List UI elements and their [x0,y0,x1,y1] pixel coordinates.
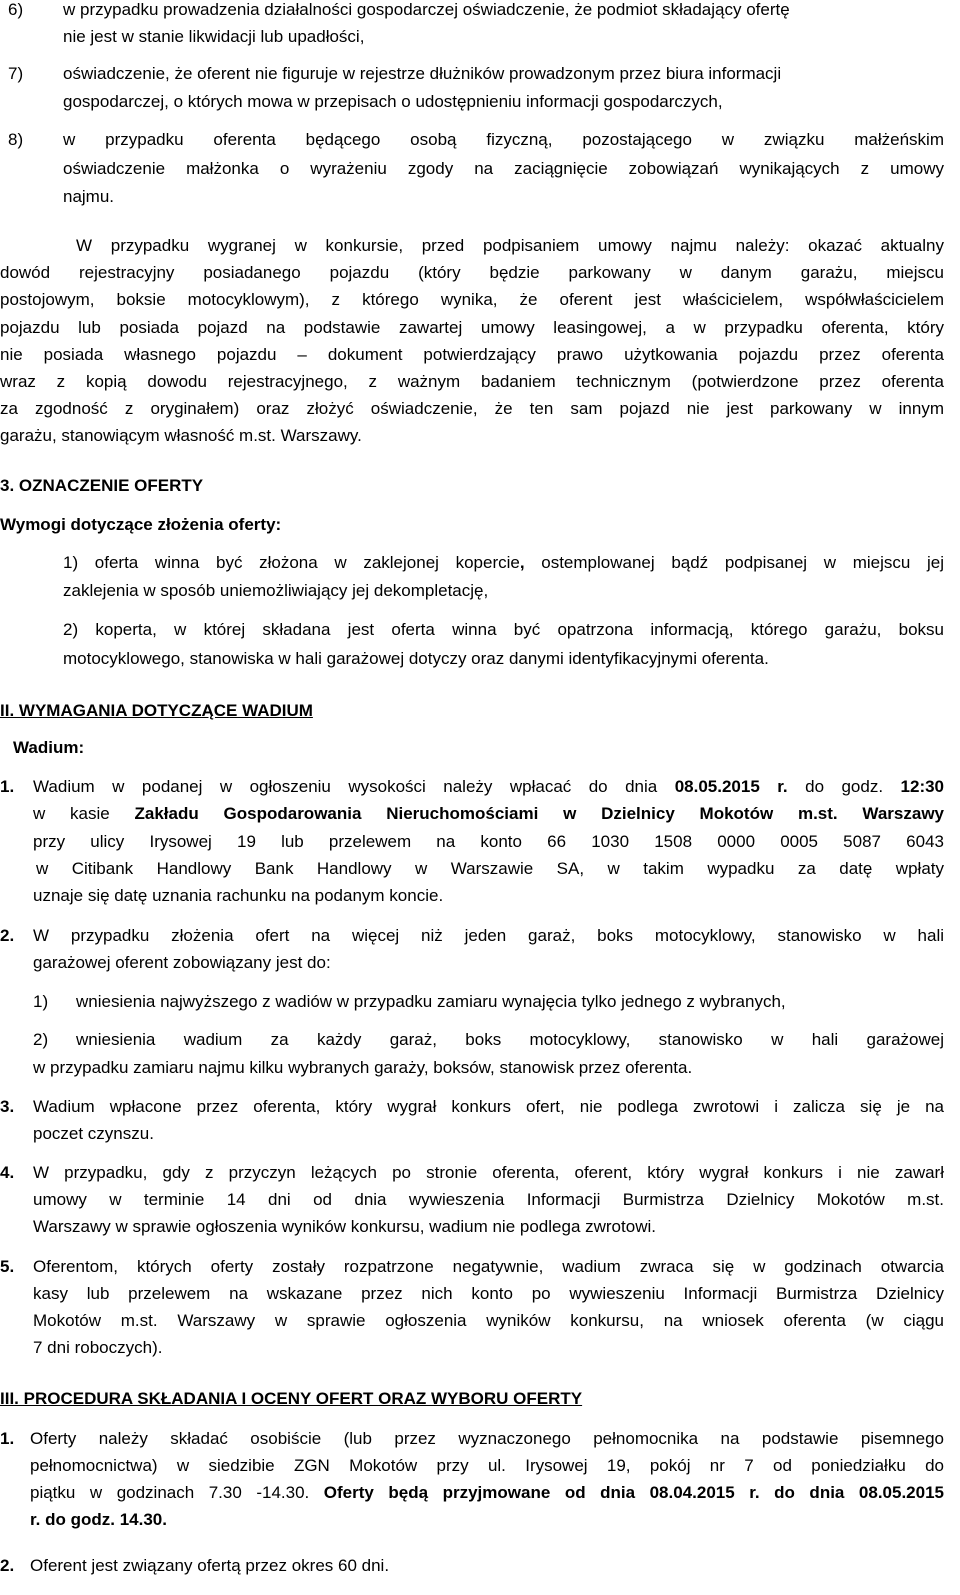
text-line [63,187,114,207]
text-run: 2) [33,1030,49,1049]
text-line [0,426,362,446]
text-run: 1) oferta winna być złożona w zaklejonej kopercie [63,553,520,572]
text-run: kasy lub przelewem na wskazane przez nich konto po wywieszeniu Informacji Burmistrza Dzielnicy [33,1284,944,1303]
text-run: przy ulicy Irysowej 19 lub przelewem na konto 66 1030 1508 0000 0005 5087 6043 [33,832,944,851]
text-line [0,701,313,721]
text-line [0,476,203,496]
text-line [0,926,14,946]
text-line [33,777,944,797]
text-run: najmu. [63,187,115,206]
text-line [30,1483,944,1503]
text-run: wraz z kopią dowodu rejestracyjnego, z ważnym badaniem technicznym (potwierdzone przez oferenta [0,372,944,391]
text-line [63,649,769,669]
text-line [0,1097,14,1117]
text-line [76,992,786,1012]
text-run: II. WYMAGANIA DOTYCZĄCE WADIUM [0,701,313,720]
text-line [63,620,944,640]
text-run: Mokotów m.st. Warszawy w sprawie ogłoszenia wyników konkursu, na wniosek oferenta (w ciągu [33,1311,944,1330]
text-run: gospodarczej, o których mowa w przepisach o udostępnieniu informacji gospodarczych, [63,92,723,111]
text-line [33,1217,656,1237]
text-line [0,318,944,338]
text-run: Oferty będą przyjmowane od dnia 08.04.2015 r. do dnia 08.05.2015 [323,1483,944,1502]
text-run: piątku w godzinach 7.30 -14.30. [30,1483,324,1502]
text-line [63,159,944,179]
text-run: 3. [0,476,19,495]
text-run: r. do godz. 14.30. [30,1510,167,1529]
text-run: 3. [0,1097,15,1116]
text-line [63,130,944,150]
text-line [33,1190,944,1210]
text-line [8,0,23,20]
text-line [0,290,944,310]
text-line [33,804,944,824]
text-line [33,1257,944,1277]
text-line [8,64,23,84]
text-line [33,1163,944,1183]
text-run: oświadczenie, że oferent nie figuruje w rejestrze dłużników prowadzonym przez biura informacji [63,64,782,83]
text-line [0,399,944,419]
text-run: motocyklowego, stanowiska w hali garażowej dotyczy oraz danymi identyfikacyjnymi oferenta. [63,649,769,668]
text-line [33,953,331,973]
text-line [0,1429,14,1449]
text-run: OZNACZENIE OFERTY [18,476,204,495]
text-run: zaklejenia w sposób uniemożliwiający jej dekompletację, [63,581,489,600]
text-line [30,1510,167,1530]
text-line [30,1456,944,1476]
text-run: 1) [33,992,49,1011]
text-run: 7 dni roboczych). [33,1338,163,1357]
text-run: Wadium: [13,738,85,757]
text-line [33,1311,944,1331]
text-run: wniesienia najwyższego z wadiów w przypadku zamiaru wynajęcia tylko jednego z wybranych, [76,992,786,1011]
text-line [0,372,944,392]
text-run: pojazdu lub posiada pojazd na podstawie zawartej umowy leasingowej, a w przypadku oferenta, który [0,318,944,337]
text-line [33,926,944,946]
text-line [33,1284,944,1304]
text-run: w przypadku zamiaru najmu kilku wybranych garaży, boksów, stanowisk przez oferenta. [33,1058,693,1077]
text-line [0,1389,582,1409]
text-run: W przypadku złożenia ofert na więcej niż jeden garaż, boks motocyklowy, stanowisko w hali [33,926,944,945]
text-run: garażu, stanowiącym własność m.st. Warszawy. [0,426,362,445]
text-line [33,1058,692,1078]
text-run: w kasie [33,804,135,823]
text-line [0,1163,14,1183]
text-line [76,236,944,256]
text-line [33,992,48,1012]
text-run: Oferent jest związany ofertą przez okres 60 dni. [30,1556,390,1575]
text-run: oświadczenie małżonka o wyrażeniu zgody na zaciągnięcie zobowiązań wynikających z umowy [63,159,944,178]
text-run: 08.05.2015 r. [674,777,788,796]
text-run: , [519,553,525,572]
text-run: III. PROCEDURA SKŁADANIA I OCENY OFERT ORAZ WYBORU OFERTY [0,1389,583,1408]
text-line [0,515,281,535]
text-run: 12:30 [900,777,945,796]
text-line [33,1030,48,1050]
text-run: 1. [0,1429,15,1448]
text-line [63,581,488,601]
text-line [0,345,944,365]
text-run: uznaje się datę uznania rachunku na podanym koncie. [33,886,444,905]
text-line [63,92,723,112]
text-line [30,1556,389,1576]
text-run: 7) [8,64,24,83]
text-run: w przypadku prowadzenia działalności gospodarczej oświadczenie, że podmiot składający ofertę [63,0,790,19]
text-run: 5. [0,1257,15,1276]
text-run: 2) koperta, w której składana jest oferta winna być opatrzona informacją, którego garażu, boksu [63,620,944,639]
text-line [33,832,944,852]
text-run: w Citibank Handlowy Bank Handlowy w Warszawie SA, w takim wypadku za datę wpłaty [36,859,944,878]
text-line [8,130,23,150]
text-run: Warszawy w sprawie ogłoszenia wyników konkursu, wadium nie podlega zwrotowi. [33,1217,656,1236]
text-run: W przypadku wygranej w konkursie, przed podpisaniem umowy najmu należy: okazać aktualny [76,236,944,255]
text-run: Wymogi dotyczące złożenia oferty: [0,515,282,534]
text-run: W przypadku, gdy z przyczyn leżących po stronie oferenta, oferent, który wygrał konkurs i nie zawarł [33,1163,944,1182]
text-run: 8) [8,130,24,149]
text-run: Oferentom, których oferty zostały rozpatrzone negatywnie, wadium zwraca się w godzinach otwarcia [33,1257,944,1276]
text-run: dowód rejestracyjny posiadanego pojazdu (który będzie parkowany w danym garażu, miejscu [0,263,944,282]
text-run: 6) [8,0,24,19]
text-run: 1. [0,777,15,796]
text-run: za zgodność z oryginałem) oraz złożyć oświadczenie, że ten sam pojazd nie jest parkowany w innym [0,399,944,418]
text-line [0,1257,14,1277]
text-run: Zakładu Gospodarowania Nieruchomościami w Dzielnicy Mokotów m.st. Warszawy [134,804,944,823]
text-line [0,1556,14,1576]
text-line [33,1097,944,1117]
text-run: do godz. [787,777,901,796]
text-line [63,0,790,20]
text-run: nie jest w stanie likwidacji lub upadłości, [63,27,365,46]
text-run: postojowym, boksie motocyklowym), z którego wynika, że oferent jest właścicielem, współwłaścicielem [0,290,944,309]
text-run: 2. [0,1556,15,1575]
text-line [0,263,944,283]
text-line [63,64,781,84]
text-run: poczet czynszu. [33,1124,154,1143]
text-run: wniesienia wadium za każdy garaż, boks motocyklowy, stanowisko w hali garażowej [76,1030,944,1049]
text-line [33,1124,154,1144]
text-line [30,1429,944,1449]
text-run: w przypadku oferenta będącego osobą fizyczną, pozostającego w związku małżeńskim [63,130,944,149]
text-run: umowy w terminie 14 dni od dnia wywieszenia Informacji Burmistrza Dzielnicy Mokotów m.st. [33,1190,944,1209]
text-run: 4. [0,1163,15,1182]
text-line [0,777,14,797]
text-line [33,886,443,906]
text-line [36,859,944,879]
text-run: ostemplowanej bądź podpisanej w miejscu jej [524,553,944,572]
text-run: nie posiada własnego pojazdu – dokument potwierdzający prawo użytkowania pojazdu przez oferenta [0,345,944,364]
text-run: garażowej oferent zobowiązany jest do: [33,953,331,972]
text-line [13,738,84,758]
text-line [63,553,944,573]
text-run: Wadium wpłacone przez oferenta, który wygrał konkurs ofert, nie podlega zwrotowi i zalicza się je na [33,1097,944,1116]
text-line [63,27,364,47]
text-run: pełnomocnictwa) w siedzibie ZGN Mokotów przy ul. Irysowej 19, pokój nr 7 od poniedziałku do [30,1456,944,1475]
text-run: 2. [0,926,15,945]
text-line [76,1030,944,1050]
text-run: Oferty należy składać osobiście (lub przez wyznaczonego pełnomocnika na podstawie pisemnego [30,1429,944,1448]
text-line [33,1338,162,1358]
text-run: Wadium w podanej w ogłoszeniu wysokości należy wpłacać do dnia [33,777,675,796]
